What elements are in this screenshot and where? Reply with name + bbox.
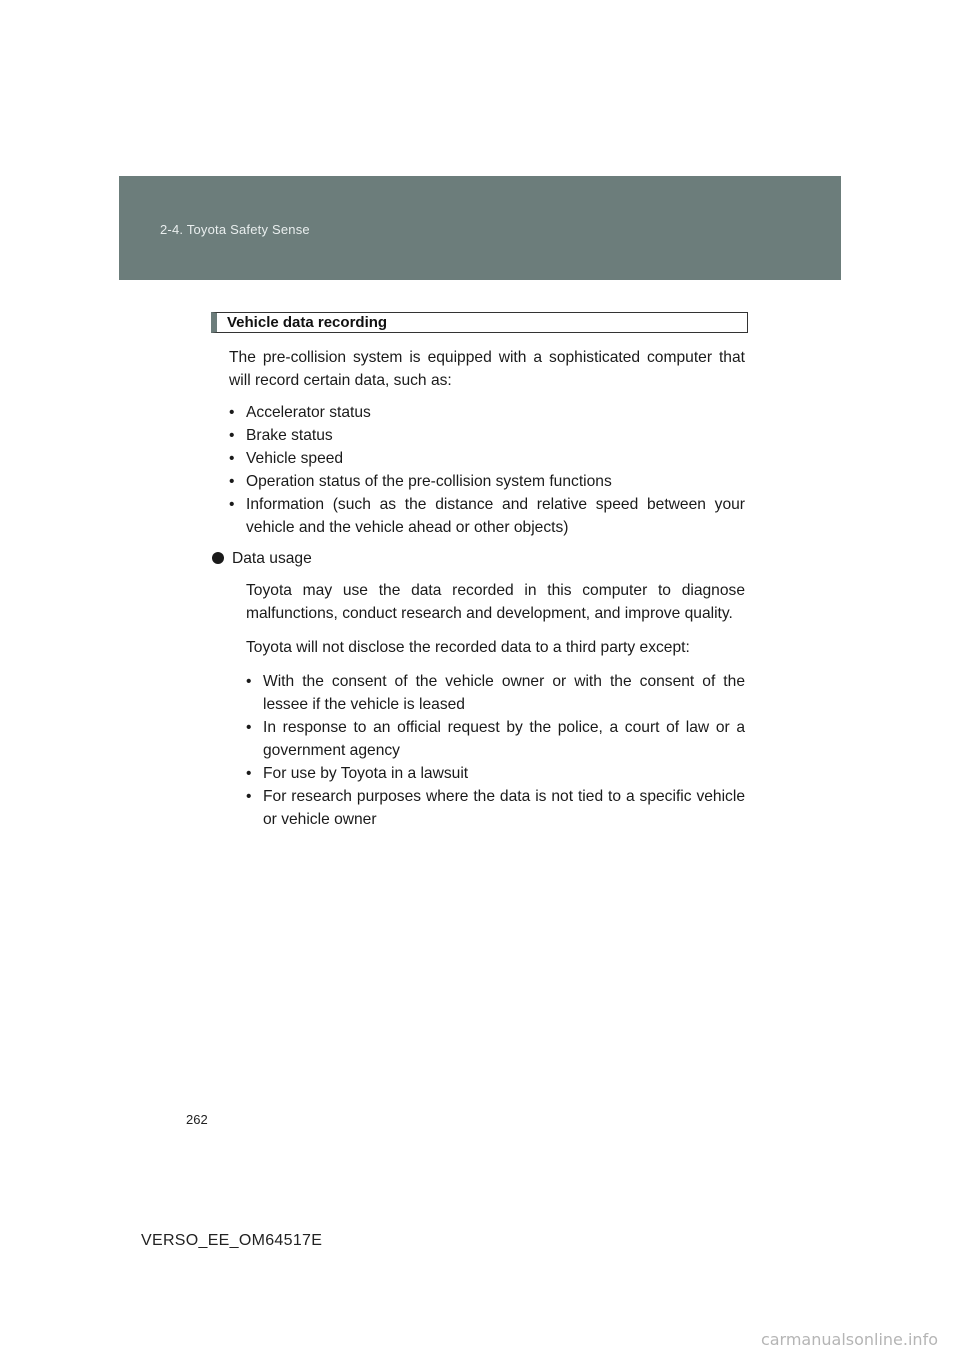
document-code: VERSO_EE_OM64517E: [141, 1232, 323, 1249]
list-item: • For use by Toyota in a lawsuit: [246, 762, 745, 785]
page-number: 262: [186, 1112, 208, 1127]
bullet-icon: •: [246, 673, 252, 690]
watermark: carmanualsonline.info: [760, 1330, 938, 1349]
list-item: • Operation status of the pre-collision system functions: [229, 470, 745, 493]
list-item: • With the consent of the vehicle owner or with the consent of the lessee if the vehicle is leased: [246, 670, 745, 716]
section-label: 2-4. Toyota Safety Sense: [160, 222, 310, 237]
list-item: • For research purposes where the data is not tied to a specific vehicle or vehicle owner: [246, 785, 745, 831]
data-usage-section: [229, 579, 745, 831]
exceptions-list: [246, 670, 745, 831]
bullet-icon: •: [246, 719, 252, 736]
bullet-icon: •: [246, 788, 252, 805]
list-item: • Vehicle speed: [229, 447, 745, 470]
content: [229, 346, 745, 835]
bullet-icon: •: [229, 404, 235, 421]
disclosure-paragraph: Toyota will not disclose the recorded data to a third party except:: [246, 639, 690, 656]
data-usage-heading: Data usage: [212, 547, 745, 570]
header-band: [119, 176, 841, 280]
list-item: • Information (such as the distance and relative speed between your vehicle and the vehicle ahead or other objects): [229, 493, 745, 539]
intro-paragraph: The pre-collision system is equipped with a sophisticated computer that will record certain data, such as:: [229, 349, 745, 389]
section-title-box: [211, 312, 748, 333]
bullet-icon: •: [229, 496, 235, 513]
data-usage-paragraph: Toyota may use the data recorded in this computer to diagnose malfunctions, conduct research and development, and improve quality.: [246, 582, 745, 622]
bullet-icon: •: [229, 427, 235, 444]
list-item: • Brake status: [229, 424, 745, 447]
section-title: Vehicle data recording: [227, 314, 388, 331]
filled-circle-icon: [212, 552, 224, 564]
bullet-icon: •: [229, 473, 235, 490]
bullet-icon: •: [229, 450, 235, 467]
list-item: • In response to an official request by the police, a court of law or a government agency: [246, 716, 745, 762]
bullet-icon: •: [246, 765, 252, 782]
list-item: • Accelerator status: [229, 401, 745, 424]
recorded-items-list: [229, 401, 745, 539]
